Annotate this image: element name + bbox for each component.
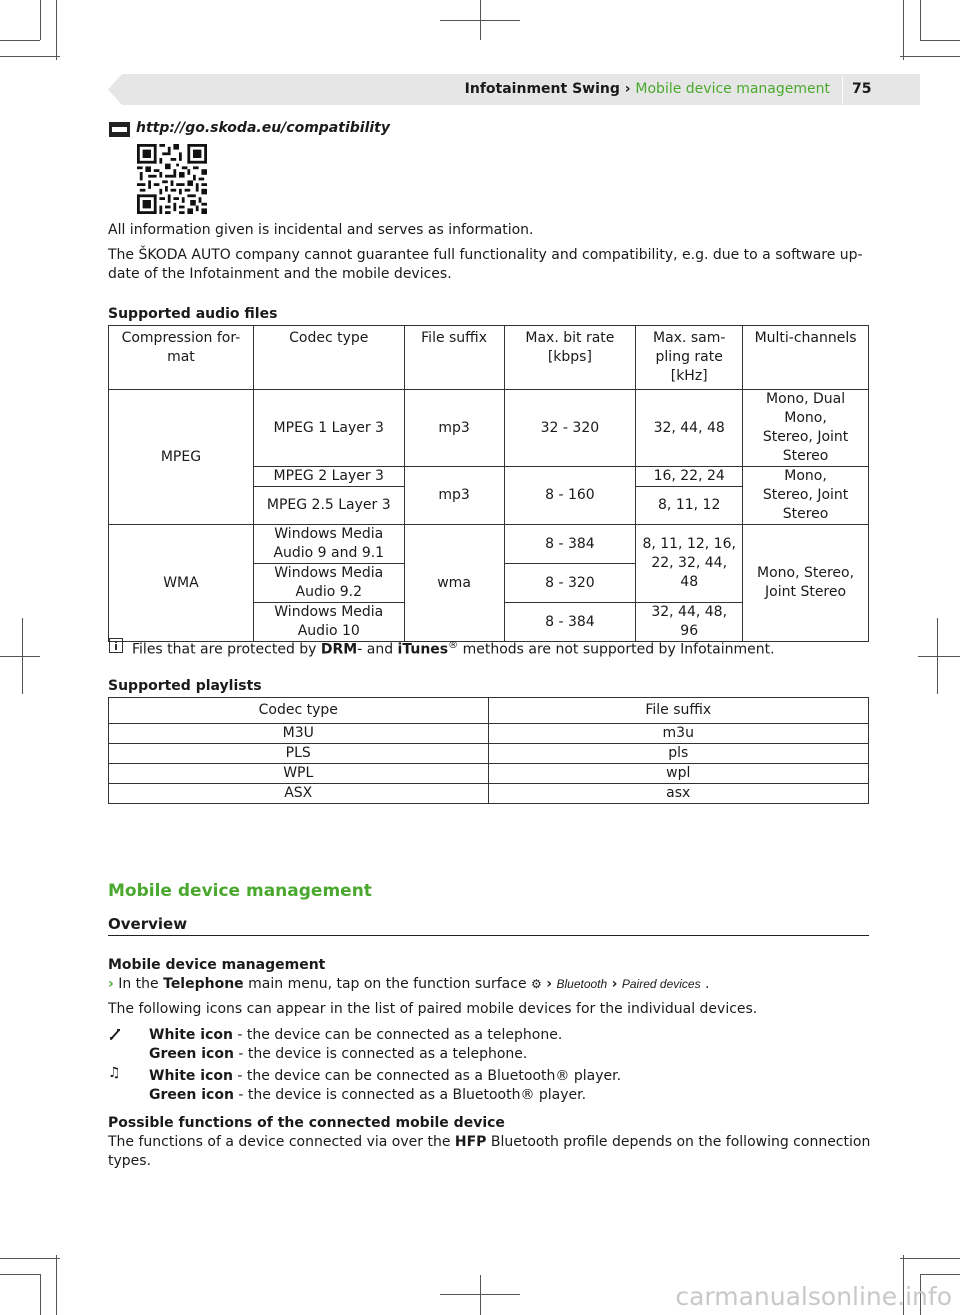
table-cell: m3u (488, 724, 869, 744)
table-cell: 8, 11, 12 (636, 487, 743, 525)
table-cell: MPEG 2.5 Layer 3 (253, 487, 404, 525)
compatibility-link[interactable]: http://go.skoda.eu/compatibility (136, 120, 390, 136)
table-cell: MPEG 1 Layer 3 (253, 390, 404, 467)
step-chevron-icon: › (108, 976, 114, 992)
phone-green-desc: Green icon - the device is connected as a telephone. (149, 1046, 528, 1062)
functions-heading: Possible functions of the connected mobile device (108, 1115, 505, 1131)
col-file-suffix: File suffix (404, 326, 504, 390)
table-cell: 16, 22, 24 (636, 467, 743, 487)
table-cell: MPEG 2 Layer 3 (253, 467, 404, 487)
info-note-icon (109, 638, 123, 653)
audio-table-header (109, 326, 869, 390)
table-cell: PLS (109, 744, 489, 764)
table-cell: Windows Media Audio 9 and 9.1 (253, 525, 404, 564)
overview-divider (108, 935, 869, 936)
breadcrumb-separator: › (619, 81, 636, 97)
phone-icon (109, 1028, 121, 1040)
intro-line-1: All information given is incidental and serves as information. (108, 222, 534, 238)
col-max-sampling-rate: Max. sam- pling rate [kHz] (636, 326, 743, 390)
music-note-icon: ♫ (108, 1065, 121, 1081)
table-cell: wpl (488, 764, 869, 784)
table-cell: mp3 (404, 390, 504, 467)
section-title: Mobile device management (108, 881, 372, 901)
mdm-step: › In the Telephone main menu, tap on the function surface ⚙ › Bluetooth › Paired devices . (108, 976, 710, 992)
mdm-subheading: Mobile device management (108, 957, 326, 973)
qr-code-icon (137, 144, 207, 214)
www-icon (109, 122, 130, 137)
playlists-header (109, 698, 869, 724)
menu-item-paired-devices[interactable]: Paired devices (621, 977, 701, 991)
table-row (109, 724, 869, 744)
col-multi-channels: Multi-channels (743, 326, 869, 390)
table-row (109, 744, 869, 764)
table-cell: WPL (109, 764, 489, 784)
breadcrumb-section: Infotainment Swing (464, 81, 620, 97)
functions-text-1: The functions of a device connected via over the HFP Bluetooth profile depends on the following connection (108, 1134, 871, 1150)
table-cell: Windows Media Audio 10 (253, 603, 404, 642)
intro-line-2b: date of the Infotainment and the mobile devices. (108, 266, 452, 282)
table-cell: 32, 44, 48, 96 (636, 603, 743, 642)
table-cell: 8, 11, 12, 16, 22, 32, 44, 48 (636, 525, 743, 603)
col-compression-format: Compression for- mat (109, 326, 254, 390)
table-cell: Windows Media Audio 9.2 (253, 564, 404, 603)
format-cell-mpeg: MPEG (109, 390, 254, 525)
menu-arrow-icon: › (611, 976, 618, 992)
table-cell: M3U (109, 724, 489, 744)
col-codec-type: Codec type (109, 698, 489, 724)
icons-intro: The following icons can appear in the list of paired mobile devices for the individual devices. (108, 1001, 758, 1017)
audio-files-heading: Supported audio files (108, 306, 278, 322)
breadcrumb-subsection: Mobile device management (635, 81, 830, 97)
header-divider (842, 76, 843, 103)
col-codec-type: Codec type (253, 326, 404, 390)
settings-gear-icon[interactable]: ⚙ (531, 977, 542, 991)
table-cell: Mono, Stereo, Joint Stereo (743, 467, 869, 525)
table-cell: 8 - 384 (504, 603, 636, 642)
table-cell: 8 - 384 (504, 525, 636, 564)
breadcrumb (465, 81, 830, 97)
table-cell: 32, 44, 48 (636, 390, 743, 467)
page-number: 75 (852, 81, 872, 97)
table-cell: mp3 (404, 467, 504, 525)
intro-line-2a: The ŠKODA AUTO company cannot guarantee full functionality and compatibility, e.g. due to a software up- (108, 247, 863, 263)
table-cell: Mono, Dual Mono, Stereo, Joint Stereo (743, 390, 869, 467)
table-row (109, 390, 869, 467)
playlists-table (108, 697, 869, 804)
table-cell: asx (488, 784, 869, 804)
table-cell: pls (488, 744, 869, 764)
table-cell: 8 - 160 (504, 467, 636, 525)
table-row (109, 525, 869, 564)
table-row (109, 784, 869, 804)
watermark: carmanualsonline.info (675, 1282, 952, 1311)
table-cell: Mono, Stereo, Joint Stereo (743, 525, 869, 642)
table-row (109, 764, 869, 784)
table-cell: ASX (109, 784, 489, 804)
drm-note: Files that are protected by DRM- and iTunes® methods are not supported by Infotainment. (132, 640, 775, 658)
overview-heading: Overview (108, 915, 188, 933)
table-cell: 8 - 320 (504, 564, 636, 603)
table-cell: wma (404, 525, 504, 642)
playlists-heading: Supported playlists (108, 678, 262, 694)
functions-text-2: types. (108, 1153, 152, 1169)
format-cell-wma: WMA (109, 525, 254, 642)
col-max-bit-rate: Max. bit rate [kbps] (504, 326, 636, 390)
menu-arrow-icon: › (546, 976, 553, 992)
menu-item-bluetooth[interactable]: Bluetooth (556, 977, 608, 991)
table-cell: 32 - 320 (504, 390, 636, 467)
player-green-desc: Green icon - the device is connected as a Bluetooth® player. (149, 1087, 587, 1103)
audio-files-table (108, 325, 869, 642)
col-file-suffix: File suffix (488, 698, 869, 724)
phone-white-desc: White icon - the device can be connected as a telephone. (149, 1027, 563, 1043)
player-white-desc: White icon - the device can be connected as a Bluetooth® player. (149, 1068, 622, 1084)
